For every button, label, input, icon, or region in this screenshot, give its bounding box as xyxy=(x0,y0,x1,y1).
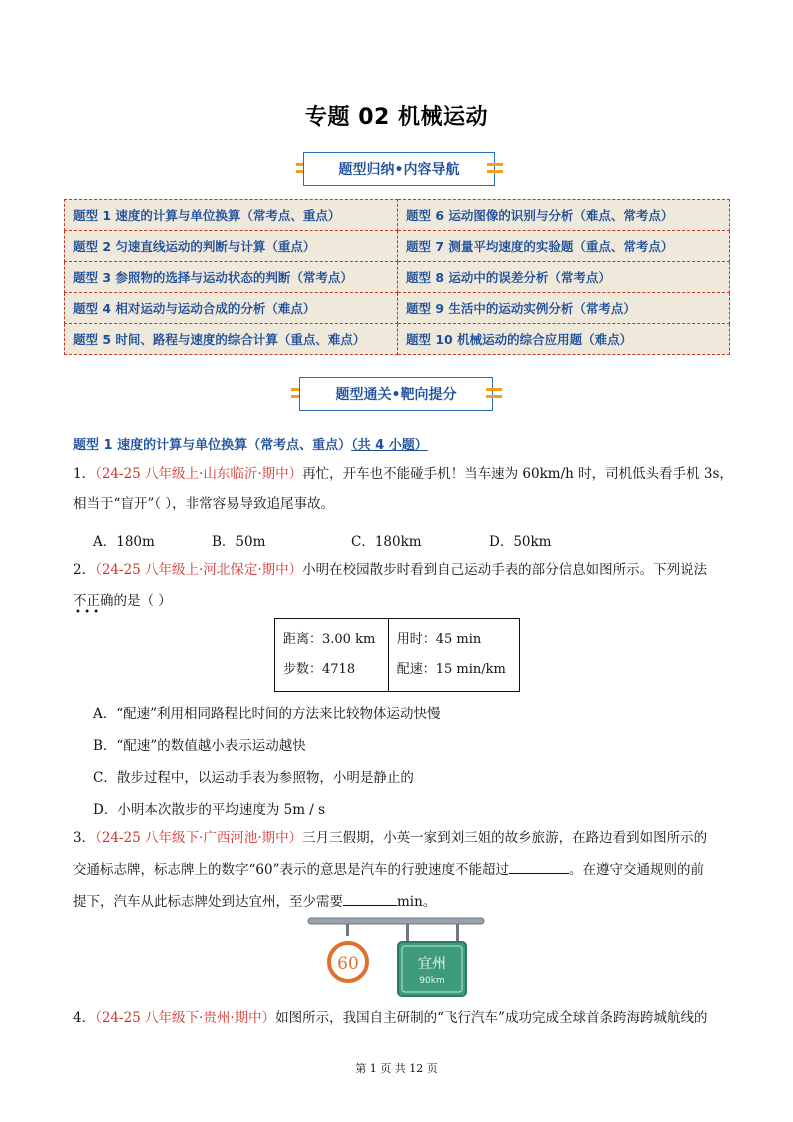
banner2-right-bar-top xyxy=(486,388,502,391)
traffic-sign-illustration xyxy=(306,914,488,1000)
question-source: （24-25 八年级上·河北保定·期中） xyxy=(95,562,303,578)
speed-sign-bracket xyxy=(346,924,349,936)
option-a[interactable]: A．180m xyxy=(93,534,155,550)
question-source: （24-25 八年级下·贵州·期中） xyxy=(95,1010,276,1026)
option-a[interactable]: A．“配速”利用相同路程比时间的方法来比较物体运动快慢 xyxy=(93,706,441,722)
sign-pole xyxy=(308,918,484,924)
nav-item[interactable]: 题型 7 测量平均速度的实验题（重点、常考点） xyxy=(398,231,730,262)
question-3-line3 xyxy=(73,891,436,913)
emphasis-dot: • • • xyxy=(75,607,100,618)
nav-item[interactable]: 题型 10 机械运动的综合应用题（难点） xyxy=(398,324,730,355)
page-title: 专题 02 机械运动 xyxy=(305,105,488,130)
city-sign-bracket-left xyxy=(406,924,409,942)
nav-item[interactable]: 题型 1 速度的计算与单位换算（常考点、重点） xyxy=(65,200,398,231)
question-text: min。 xyxy=(397,894,437,910)
question-number: 1． xyxy=(73,466,96,482)
question-text: 如图所示，我国自主研制的“飞行汽车”成功完成全球首条跨海跨城航线的 xyxy=(275,1010,708,1026)
banner-practice: 题型通关•靶向提分 xyxy=(299,377,493,411)
question-text: 小明在校园散步时看到自己运动手表的部分信息如图所示。下列说法 xyxy=(302,562,708,578)
section-label: 题型 1 速度的计算与单位换算（常考点、重点） xyxy=(73,438,352,453)
question-3 xyxy=(73,828,733,849)
banner-right-bar-bottom xyxy=(487,170,503,173)
question-4 xyxy=(73,1008,733,1029)
question-source: （24-25 八年级上·山东临沂·期中） xyxy=(95,466,303,482)
option-c[interactable]: C．散步过程中，以运动手表为参照物，小明是静止的 xyxy=(93,770,414,786)
watch-steps: 步数：4718 xyxy=(283,662,356,677)
question-number: 2． xyxy=(73,562,96,578)
answer-blank[interactable] xyxy=(509,859,569,874)
question-3-line2 xyxy=(73,859,738,881)
question-number: 3． xyxy=(73,830,96,846)
nav-item[interactable]: 题型 4 相对运动与运动合成的分析（难点） xyxy=(65,293,398,324)
nav-item[interactable]: 题型 8 运动中的误差分析（常考点） xyxy=(398,262,730,293)
banner2-right-bar-bottom xyxy=(486,395,502,398)
topic-navigation-table xyxy=(64,199,730,355)
watch-time-cell xyxy=(388,619,519,692)
watch-distance: 距离：3.00 km xyxy=(283,632,376,647)
banner-right-bar-top xyxy=(487,163,503,166)
option-c[interactable]: C．180km xyxy=(351,534,422,550)
option-d[interactable]: D．小明本次散步的平均速度为 5m / s xyxy=(93,802,326,818)
option-b[interactable]: B．50m xyxy=(212,534,266,550)
question-text: 。在遵守交通规则的前 xyxy=(568,862,704,878)
banner-content-nav: 题型归纳•内容导航 xyxy=(303,152,495,186)
question-text: 提下，汽车从此标志牌处到达宜州，至少需要 xyxy=(73,894,343,910)
question-2 xyxy=(73,560,733,581)
option-d[interactable]: D．50km xyxy=(489,534,552,550)
nav-item[interactable]: 题型 9 生活中的运动实例分析（常考点） xyxy=(398,293,730,324)
nav-item[interactable]: 题型 2 匀速直线运动的判断与计算（重点） xyxy=(65,231,398,262)
watch-time: 用时：45 min xyxy=(396,632,482,647)
page-footer: 第 1 页 共 12 页 xyxy=(355,1062,438,1075)
question-text: 再忙，开车也不能碰手机！当车速为 60km/h 时，司机低头看手机 3s， xyxy=(302,466,733,482)
section-count: （共 4 小题） xyxy=(351,438,428,453)
nav-item[interactable]: 题型 5 时间、路程与速度的综合计算（重点、难点） xyxy=(65,324,398,355)
answer-blank[interactable] xyxy=(343,891,397,906)
question-1-line2: 相当于“盲开”（ ），非常容易导致追尾事故。 xyxy=(73,496,335,512)
question-text: 三月三假期，小英一家到刘三姐的故乡旅游，在路边看到如图所示的 xyxy=(302,830,708,846)
question-2-line2: 不正确的是（ ） xyxy=(73,593,172,609)
nav-item[interactable]: 题型 6 运动图像的识别与分析（难点、常考点） xyxy=(398,200,730,231)
question-source: （24-25 八年级下·广西河池·期中） xyxy=(95,830,303,846)
question-1 xyxy=(73,464,733,485)
section-heading xyxy=(73,434,428,453)
watch-distance-cell xyxy=(275,619,389,692)
city-sign-bracket-right xyxy=(456,924,459,942)
question-number: 4． xyxy=(73,1010,96,1026)
watch-pace: 配速：15 min/km xyxy=(396,662,506,677)
city-name: 宜州 xyxy=(418,956,446,972)
question-text: 交通标志牌，标志牌上的数字“60”表示的意思是汽车的行驶速度不能超过 xyxy=(73,862,509,878)
nav-item[interactable]: 题型 3 参照物的选择与运动状态的判断（常考点） xyxy=(65,262,398,293)
watch-info-table xyxy=(274,618,520,692)
speed-limit-value: 60 xyxy=(337,954,359,974)
option-b[interactable]: B．“配速”的数值越小表示运动越快 xyxy=(93,738,306,754)
city-distance: 90km xyxy=(419,976,445,986)
